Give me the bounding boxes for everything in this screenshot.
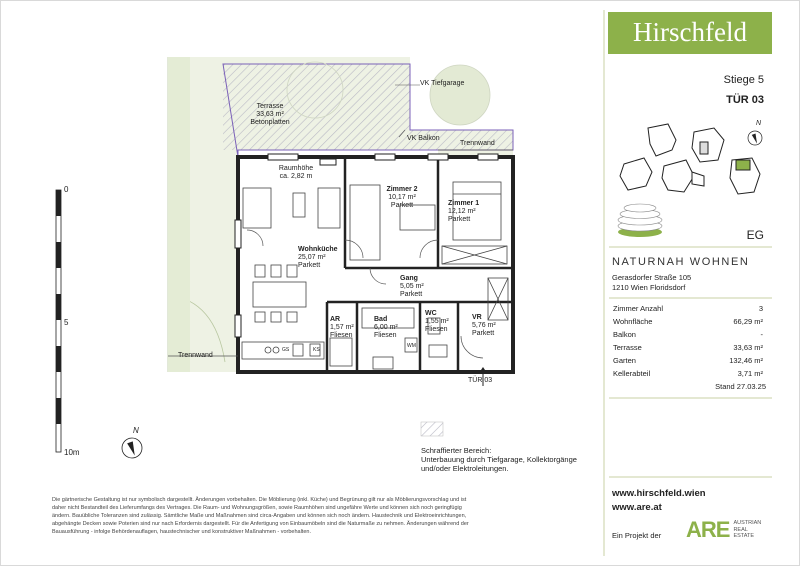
fact-label: Garten (613, 356, 636, 365)
north-label: N (133, 426, 139, 435)
disclaimer-line: daher nicht Bestandteil des Lieferumfangs des Vertrages. Die Raum- und Wohnungsgrößen, sowie Raumhöhen sind ungefähre Werte und können sich noch geringfügig (52, 505, 462, 511)
room-name: Gang (400, 275, 418, 282)
scale-label-5: 5 (64, 318, 69, 327)
room-name: WC (425, 310, 437, 317)
room-area: 6,00 m² (374, 324, 398, 331)
fact-value: 3 (758, 304, 763, 313)
room-area: 5,76 m² (472, 322, 496, 329)
room-name: Zimmer 1 (448, 200, 480, 207)
are-logo (686, 518, 761, 542)
north-arrow-small-icon (748, 131, 762, 145)
north-arrow-icon (122, 438, 142, 458)
appliance-wm-label: WM (407, 343, 416, 349)
room-floor: Fliesen (330, 332, 353, 339)
room-area: 1,57 m² (330, 324, 354, 331)
room-label-wc (425, 310, 455, 334)
scale-label-10m: 10m (64, 448, 80, 457)
fact-value: 66,29 m² (733, 317, 763, 326)
floor-label: EG (746, 228, 764, 242)
fact-row (613, 330, 763, 339)
fact-value: - (760, 330, 763, 339)
room-label-wohnkueche (298, 246, 346, 270)
fact-value: 3,71 m² (737, 369, 763, 378)
room-area: 10,17 m² (388, 194, 416, 201)
address-line-2: 1210 Wien Floridsdorf (612, 283, 686, 292)
room-floor: Parkett (390, 202, 414, 209)
room-floor: Betonplatten (250, 119, 290, 126)
room-label-zimmer1 (448, 200, 488, 224)
planting-circle (430, 65, 490, 125)
room-name: AR (330, 316, 341, 323)
fact-row (613, 304, 763, 313)
scale-bar (56, 190, 61, 452)
site-key-plan (620, 124, 760, 194)
fact-row (613, 343, 763, 352)
raumhoehe-label (272, 165, 320, 181)
fact-row (613, 356, 763, 365)
fact-label: Terrasse (613, 343, 642, 352)
room-name: Terrasse (256, 103, 284, 110)
north-label-small: N (756, 120, 762, 127)
trennwand-label: Trennwand (460, 140, 495, 147)
disclaimer-line: Die gärtnerische Gestaltung ist nur symbolisch dargestellt. Änderungen vorbehalten. Die Möblierung (inkl. Küche) und Begrünung gilt nur als Möblierungsvorschlag und ist (52, 497, 467, 503)
address-line-1: Gerasdorfer Straße 105 (612, 273, 692, 282)
trennwand-label: Trennwand (178, 352, 213, 359)
room-label-vr (472, 314, 500, 338)
room-name: Wohnküche (298, 246, 338, 253)
room-floor: Parkett (472, 330, 495, 337)
raumhoehe-value: ca. 2,82 m (279, 173, 313, 180)
fact-row (613, 369, 763, 378)
room-name: VR (472, 314, 482, 321)
garden-strip (168, 57, 190, 372)
disclaimer-line: abgehängte Decken sowie Poterien sind nur nach Erfordernis dargestellt. Für die Anfertigung von Einbaumöbeln sind die Naturmaße zu nehmen. Änderungen während der (52, 521, 469, 527)
fact-label: Kellerabteil (613, 369, 651, 378)
room-area: 25,07 m² (298, 254, 326, 261)
fact-row (613, 317, 763, 326)
are-logo-line: AUSTRIAN (733, 520, 762, 527)
room-area: 1,55 m² (425, 318, 449, 325)
disclaimer-line: ändern. Bauübliche Toleranzen sind zulässig. Sämtliche Maße und Maßnahmen sind circa-Angaben und können sich noch ändern. Haustechnik und Elektroeinrichtungen, (52, 513, 467, 519)
are-logo-line: REAL (733, 526, 748, 533)
are-logo-line: ESTATE (733, 533, 755, 540)
appliance-gs-label: GS (282, 347, 290, 353)
raumhoehe-title: Raumhöhe (278, 165, 314, 172)
room-label-ar (330, 316, 356, 340)
room-floor: Parkett (298, 262, 321, 269)
room-label-zimmer2 (372, 186, 432, 210)
hatch-legend-line: und/oder Elektroleitungen. (421, 464, 509, 473)
scale-label-0: 0 (64, 185, 69, 194)
fact-value: 33,63 m² (733, 343, 763, 352)
project-title: NATURNAH WOHNEN (612, 256, 750, 268)
vk-tiefgarage-label: VK Tiefgarage (420, 80, 465, 87)
door-number: TÜR 03 (726, 94, 764, 106)
stiege-label: Stiege 5 (723, 74, 764, 86)
building-stack-icon (618, 204, 662, 237)
room-area: 12,12 m² (448, 208, 476, 215)
room-floor: Fliesen (374, 332, 397, 339)
vk-balkon-label: VK Balkon (407, 135, 440, 142)
room-area: 33,63 m² (256, 111, 284, 118)
fact-label: Balkon (613, 330, 636, 339)
room-floor: Fliesen (425, 326, 448, 333)
hatch-legend (421, 446, 577, 473)
room-floor: Parkett (400, 291, 423, 298)
brand-title: Hirschfeld (633, 17, 747, 47)
hatch-legend-title: Schraffierter Bereich: (421, 446, 492, 455)
entry-door-label: TÜR 03 (468, 377, 493, 384)
room-area: 5,05 m² (400, 283, 424, 290)
room-label-gang (400, 275, 432, 299)
hatch-legend-line: Unterbauung durch Tiefgarage, Kollektorgänge (421, 455, 577, 464)
disclaimer-text (52, 496, 602, 536)
website-hirschfeld-link[interactable]: www.hirschfeld.wien (612, 488, 706, 499)
fact-label: Zimmer Anzahl (613, 304, 664, 313)
partner-prefix: Ein Projekt der (612, 531, 662, 540)
are-logo-mark: ARE (686, 517, 730, 542)
fact-value: 132,46 m² (729, 356, 763, 365)
room-name: Bad (374, 316, 388, 323)
room-floor: Parkett (448, 216, 471, 223)
appliance-ks-label: KS (313, 347, 320, 353)
hatch-legend-swatch (421, 422, 443, 436)
website-are-link[interactable]: www.are.at (612, 502, 662, 513)
room-name: Zimmer 2 (386, 186, 418, 193)
stand-date: Stand 27.03.25 (715, 382, 766, 391)
room-label-bad (374, 316, 406, 340)
fact-label: Wohnfläche (613, 317, 653, 326)
disclaimer-line: Bauausführung - infolge Behördenauflagen, haustechnischer und konstruktiver Maßnahmen - vorbehalten. (52, 529, 311, 535)
room-label-terrasse (245, 103, 295, 127)
